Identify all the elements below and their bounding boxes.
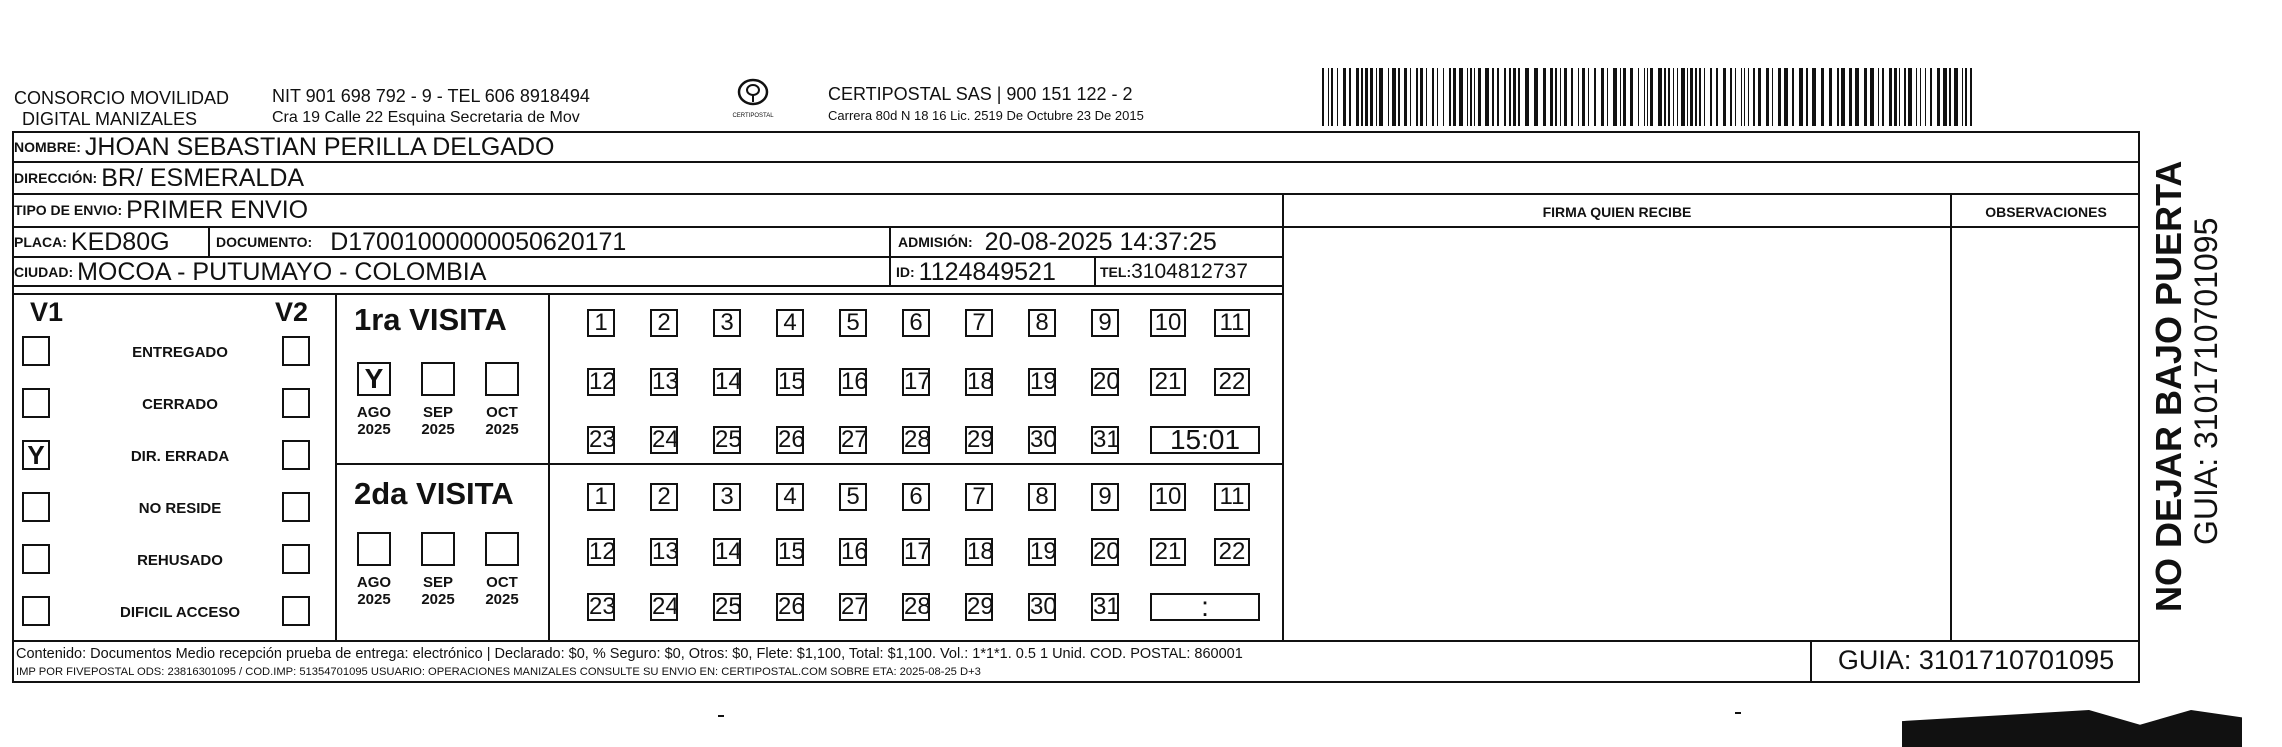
side-warning: NO DEJAR BAJO PUERTA (2148, 160, 2189, 612)
barcode-bar (1470, 68, 1472, 126)
sender-address: Cra 19 Calle 22 Esquina Secretaria de Mov (272, 109, 580, 126)
barcode-bar (1695, 68, 1697, 126)
visit2-day-box[interactable]: 16 (841, 538, 868, 565)
barcode-bar (1571, 68, 1573, 126)
carrier-logo (725, 78, 781, 120)
visit2-day-box[interactable]: 18 (967, 538, 994, 565)
barcode-bar (1497, 68, 1499, 126)
visit1-title: 1ra VISITA (354, 302, 507, 337)
tel-label: TEL: (1100, 264, 1132, 280)
month-year: 2025 (485, 421, 519, 438)
barcode-bar (1758, 68, 1761, 126)
visit1-day-box[interactable]: 23 (589, 426, 616, 453)
barcode-bar (1778, 68, 1781, 126)
barcode-bar (1459, 68, 1463, 126)
barcode-bar (1416, 68, 1418, 126)
barcode-bar (1623, 68, 1626, 126)
barcode-bar (1687, 68, 1688, 126)
visit2-day-box[interactable]: 12 (589, 538, 616, 565)
barcode-bar (1328, 68, 1329, 126)
visit1-month-checkbox[interactable] (485, 362, 519, 396)
barcode-bar (1588, 68, 1589, 126)
placa-label: PLACA: (14, 234, 67, 250)
barcode-bar (1954, 68, 1958, 126)
visit1-day-box[interactable]: 3 (713, 309, 741, 337)
barcode-bar (1343, 68, 1346, 126)
month-name: SEP (422, 404, 453, 421)
barcode-bar (1812, 68, 1816, 126)
month-name: OCT (486, 404, 518, 421)
barcode-bar (1925, 68, 1926, 126)
barcode-bar (1920, 68, 1921, 126)
visit1-day-box[interactable]: 14 (715, 368, 742, 395)
visit2-day-box[interactable]: 1 (587, 483, 615, 511)
barcode-bar (1601, 68, 1604, 126)
barcode-bar (1555, 68, 1557, 126)
visit2-month-label (350, 574, 398, 608)
documento-value: D17001000000050620171 (330, 227, 627, 256)
visit1-day-box[interactable]: 16 (841, 368, 868, 395)
visit1-day-box[interactable]: 12 (589, 368, 616, 395)
visit2-day-box[interactable]: 25 (715, 593, 742, 620)
barcode-bar (1889, 68, 1892, 126)
month-year: 2025 (421, 421, 455, 438)
barcode-bar (1799, 68, 1803, 126)
barcode-bar (1443, 68, 1444, 126)
barcode-bar (1630, 68, 1633, 126)
tipo-envio-label: TIPO DE ENVIO: (14, 202, 123, 218)
barcode-bar (1620, 68, 1621, 126)
visit2-day-box[interactable]: 29 (967, 593, 994, 620)
barcode-bar (1478, 68, 1481, 126)
id-value: 1124849521 (918, 257, 1056, 286)
visit2-day-box[interactable]: 30 (1030, 593, 1057, 620)
barcode-bar (1855, 68, 1859, 126)
documento-label: DOCUMENTO: (216, 234, 313, 250)
barcode-bar (1578, 68, 1579, 126)
visit1-day-box[interactable]: 10 (1150, 309, 1186, 337)
visit1-day-box[interactable]: 30 (1030, 426, 1057, 453)
ciudad-value: MOCOA - PUTUMAYO - COLOMBIA (77, 257, 487, 286)
nombre-label: NOMBRE: (14, 139, 81, 155)
barcode-bar (1965, 68, 1967, 126)
barcode-bar (1849, 68, 1852, 126)
visit2-month-checkbox[interactable] (485, 532, 519, 566)
visit2-day-box[interactable]: 19 (1030, 538, 1057, 565)
visit1-month-checkbox[interactable] (421, 362, 455, 396)
footer-contenido: Contenido: Documentos Medio recepción prueba de entrega: electrónico | Declarado: $0, % Seguro: $0, Otros: $0, Flete: $1,100, Total: $1,100. Vol.: 1*1*1. 0.5 1 Unid. COD. POSTAL: 860001 (16, 646, 1243, 662)
visit2-title: 2da VISITA (354, 476, 514, 511)
month-year: 2025 (421, 591, 455, 608)
month-name: SEP (422, 574, 453, 591)
ciudad-label: CIUDAD: (14, 264, 74, 280)
visit1-day-box[interactable]: 7 (965, 309, 993, 337)
barcode-bar (1699, 68, 1701, 126)
nombre-value: JHOAN SEBASTIAN PERILLA DELGADO (84, 132, 555, 161)
visit1-day-box[interactable]: 4 (776, 309, 804, 337)
visit2-day-box[interactable]: 13 (652, 538, 679, 565)
scan-dot (718, 715, 724, 717)
admision-label: ADMISIÓN: (898, 234, 973, 250)
month-year: 2025 (357, 421, 391, 438)
carrier-address: Carrera 80d N 18 16 Lic. 2519 De Octubre 23 De 2015 (828, 108, 1144, 123)
barcode-bar (1331, 68, 1333, 126)
visit2-day-box[interactable]: 8 (1028, 483, 1056, 511)
barcode-bar (1744, 68, 1745, 126)
visit1-day-box[interactable]: 25 (715, 426, 742, 453)
visit1-day-box[interactable]: 2 (650, 309, 678, 337)
visit1-day-box[interactable]: 20 (1093, 368, 1120, 395)
tel-value: 3104812737 (1131, 260, 1248, 283)
visit2-day-box[interactable]: 6 (902, 483, 930, 511)
admision-row (898, 228, 1217, 256)
visit1-day-box[interactable]: 17 (904, 368, 931, 395)
barcode-bar (1681, 68, 1685, 126)
barcode-bar (1474, 68, 1475, 126)
barcode-bar (1943, 68, 1947, 126)
visit2-day-box[interactable]: 14 (715, 538, 742, 565)
barcode-bar (1379, 68, 1383, 126)
visit1-day-box[interactable]: 31 (1093, 426, 1120, 453)
barcode-bar (1784, 68, 1788, 126)
barcode-bar (1766, 68, 1769, 126)
sender-nit: NIT 901 698 792 - 9 - TEL 606 8918494 (272, 86, 590, 106)
barcode-bar (1650, 68, 1653, 126)
barcode-bar (1753, 68, 1755, 126)
month-name: AGO (356, 404, 392, 421)
month-name: AGO (356, 574, 392, 591)
month-year: 2025 (357, 591, 391, 608)
barcode-bar (1716, 68, 1718, 126)
barcode-bar (1398, 68, 1400, 126)
visit2-day-box[interactable]: 31 (1093, 593, 1120, 620)
visit1-day-box[interactable]: 28 (904, 426, 931, 453)
barcode-bar (1664, 68, 1666, 126)
firma-header: FIRMA QUIEN RECIBE (1542, 204, 1692, 220)
v2-checkbox[interactable] (282, 388, 310, 418)
direccion-label: DIRECCIÓN: (14, 170, 98, 186)
status-label: REHUSADO (137, 552, 223, 569)
barcode-bar (1870, 68, 1874, 126)
barcode-bar (1404, 68, 1407, 126)
visit2-time-box[interactable]: : (1150, 593, 1260, 621)
barcode-bar (1704, 68, 1705, 126)
barcode-bar (1723, 68, 1726, 126)
barcode-bar (1365, 68, 1368, 126)
visit1-day-box[interactable]: 18 (967, 368, 994, 395)
barcode-bar (1410, 68, 1411, 126)
barcode-bar (1690, 68, 1693, 126)
visit2-day-box[interactable]: 28 (904, 593, 931, 620)
barcode-bar (1564, 68, 1567, 126)
visit1-day-box[interactable]: 24 (652, 426, 679, 453)
visit1-day-box[interactable]: 22 (1214, 368, 1250, 396)
visit1-month-checkbox[interactable]: Y (357, 362, 391, 396)
visit1-day-box[interactable]: 6 (902, 309, 930, 337)
id-row (896, 258, 1056, 286)
visit2-day-box[interactable]: 7 (965, 483, 993, 511)
carrier-logo-text: CERTIPOSTAL (732, 113, 774, 119)
barcode-bar (1792, 68, 1794, 126)
barcode-bar (1485, 68, 1489, 126)
v1-header: V1 (30, 297, 64, 327)
barcode-bar (1735, 68, 1736, 126)
barcode-bar (1518, 68, 1520, 126)
barcode-bar (1467, 68, 1468, 126)
visit1-day-box[interactable]: 9 (1091, 309, 1119, 337)
barcode-bar (1741, 68, 1742, 126)
barcode-bar (1647, 68, 1648, 126)
visit2-day-box[interactable]: 20 (1093, 538, 1120, 565)
barcode-bar (1772, 68, 1773, 126)
barcode-bar (1677, 68, 1678, 126)
barcode-bar (1864, 68, 1867, 126)
barcode-bar (1748, 68, 1749, 126)
barcode-bar (1426, 68, 1427, 126)
visit2-day-box[interactable]: 5 (839, 483, 867, 511)
barcode-bar (1962, 68, 1963, 126)
tipo-envio-row (14, 196, 308, 224)
barcode-bar (1806, 68, 1808, 126)
visit1-day-box[interactable]: 8 (1028, 309, 1056, 337)
barcode-bar (1420, 68, 1423, 126)
barcode-bar (1644, 68, 1645, 126)
admision-value: 20-08-2025 14:37:25 (984, 227, 1217, 256)
barcode-bar (1504, 68, 1506, 126)
visit1-day-box[interactable]: 21 (1150, 368, 1186, 396)
footer-imp: IMP POR FIVEPOSTAL ODS: 23816301095 / COD.IMP: 51354701095 USUARIO: OPERACIONES MANIZALES CONSULTE SU ENVIO EN: CERTIPOSTAL.COM SOBRE ETA: 2025-08-25 D+3 (16, 666, 981, 678)
carrier-logo-icon (736, 78, 770, 108)
side-guia: GUIA: 3101710701095 (2188, 217, 2224, 545)
barcode-bar (1821, 68, 1824, 126)
barcode-bar (1829, 68, 1832, 126)
visit2-day-box[interactable]: 3 (713, 483, 741, 511)
status-label: DIR. ERRADA (130, 448, 230, 465)
id-label: ID: (896, 264, 915, 280)
status-label: NO RESIDE (138, 500, 222, 517)
visit2-month-label (414, 574, 462, 608)
ciudad-row (14, 258, 486, 286)
barcode-bar (1594, 68, 1596, 126)
barcode-bar (1894, 68, 1897, 126)
barcode-bar (1356, 68, 1359, 126)
barcode-bar (1710, 68, 1712, 126)
tipo-envio-value: PRIMER ENVIO (126, 195, 309, 224)
barcode-bar (1432, 68, 1434, 126)
v2-checkbox[interactable] (282, 440, 310, 470)
visit2-day-box[interactable]: 24 (652, 593, 679, 620)
barcode-bar (1361, 68, 1363, 126)
visit2-day-box[interactable]: 11 (1214, 483, 1250, 511)
v1-checkbox[interactable] (22, 544, 50, 574)
v2-header: V2 (275, 297, 309, 327)
visit2-month-checkbox[interactable] (421, 532, 455, 566)
barcode-bar (1658, 68, 1662, 126)
direccion-value: BR/ ESMERALDA (101, 163, 305, 192)
month-year: 2025 (485, 591, 519, 608)
visit1-day-box[interactable]: 29 (967, 426, 994, 453)
barcode-bar (1388, 68, 1389, 126)
carrier-name: CERTIPOSTAL SAS | 900 151 122 - 2 (828, 84, 1133, 104)
visit1-day-box[interactable]: 5 (839, 309, 867, 337)
sender-name-line2: DIGITAL MANIZALES (22, 109, 198, 129)
barcode-bar (1673, 68, 1674, 126)
visit2-day-box[interactable]: 4 (776, 483, 804, 511)
barcode (1322, 68, 1978, 126)
visit1-day-box[interactable]: 26 (778, 426, 805, 453)
barcode-bar (1582, 68, 1585, 126)
placa-row (14, 228, 170, 256)
visit2-day-box[interactable]: 17 (904, 538, 931, 565)
visit2-day-box[interactable]: 15 (778, 538, 805, 565)
barcode-bar (1970, 68, 1972, 126)
observaciones-header: OBSERVACIONES (1985, 204, 2107, 220)
visit1-day-box[interactable]: 11 (1214, 309, 1250, 337)
barcode-bar (1937, 68, 1940, 126)
v1-checkbox[interactable] (22, 336, 50, 366)
visit2-day-box[interactable]: 26 (778, 593, 805, 620)
month-name: OCT (486, 574, 518, 591)
barcode-bar (1730, 68, 1732, 126)
barcode-bar (1525, 68, 1529, 126)
barcode-bar (1841, 68, 1845, 126)
barcode-bar (1916, 68, 1917, 126)
visit1-day-box[interactable]: 15 (778, 368, 805, 395)
barcode-bar (1449, 68, 1451, 126)
visit2-day-box[interactable]: 27 (841, 593, 868, 620)
direccion-row (14, 164, 304, 192)
nombre-row (14, 133, 554, 161)
status-label: CERRADO (142, 396, 218, 413)
sender-info (272, 86, 590, 128)
barcode-bar (1550, 68, 1553, 126)
v2-checkbox[interactable] (282, 544, 310, 574)
v2-checkbox[interactable] (282, 596, 310, 626)
documento-row (216, 228, 626, 256)
v1-checkbox[interactable] (22, 388, 50, 418)
barcode-bar (1513, 68, 1516, 126)
barcode-bar (1899, 68, 1900, 126)
v1-checkbox[interactable]: Y (22, 440, 50, 470)
visit1-day-box[interactable]: 27 (841, 426, 868, 453)
sender-name (14, 88, 229, 130)
status-label: DIFICIL ACCESO (119, 604, 240, 621)
visit1-day-box[interactable]: 1 (587, 309, 615, 337)
v1-checkbox[interactable] (22, 596, 50, 626)
barcode-bar (1349, 68, 1351, 126)
barcode-bar (1392, 68, 1396, 126)
barcode-bar (1613, 68, 1617, 126)
barcode-bar (1930, 68, 1932, 126)
visit1-time-box[interactable]: 15:01 (1150, 426, 1260, 454)
visit2-day-box[interactable]: 22 (1214, 538, 1250, 566)
visit2-day-box[interactable]: 21 (1150, 538, 1186, 566)
barcode-bar (1837, 68, 1839, 126)
scan-dot (1735, 712, 1741, 714)
barcode-bar (1904, 68, 1906, 126)
visit2-day-box[interactable]: 10 (1150, 483, 1186, 511)
barcode-bar (1337, 68, 1338, 126)
barcode-bar (1668, 68, 1670, 126)
scan-artifact (1902, 710, 2242, 747)
barcode-graphic (1322, 68, 1978, 126)
barcode-bar (1376, 68, 1377, 126)
barcode-bar (1534, 68, 1538, 126)
barcode-bar (1453, 68, 1456, 126)
barcode-bar (1322, 68, 1324, 126)
barcode-bar (1370, 68, 1373, 126)
barcode-bar (1878, 68, 1879, 126)
barcode-bar (1949, 68, 1951, 126)
visit1-month-label (478, 404, 526, 438)
placa-value: KED80G (70, 227, 170, 256)
barcode-bar (1543, 68, 1546, 126)
visit1-month-label (350, 404, 398, 438)
visit2-day-box[interactable]: 2 (650, 483, 678, 511)
visit1-day-box[interactable]: 19 (1030, 368, 1057, 395)
visit2-day-box[interactable]: 9 (1091, 483, 1119, 511)
barcode-bar (1492, 68, 1494, 126)
barcode-bar (1560, 68, 1561, 126)
sender-name-line1: CONSORCIO MOVILIDAD (14, 88, 230, 108)
v2-checkbox[interactable] (282, 492, 310, 522)
barcode-bar (1908, 68, 1912, 126)
visit2-day-box[interactable]: 23 (589, 593, 616, 620)
v2-checkbox[interactable] (282, 336, 310, 366)
barcode-bar (1607, 68, 1608, 126)
v1-checkbox[interactable] (22, 492, 50, 522)
tel-row (1100, 258, 1248, 286)
barcode-bar (1509, 68, 1511, 126)
barcode-bar (1638, 68, 1639, 126)
barcode-bar (1882, 68, 1884, 126)
footer-guia: GUIA: 3101710701095 (1837, 645, 2115, 675)
visit1-day-box[interactable]: 13 (652, 368, 679, 395)
visit2-month-label (478, 574, 526, 608)
visit2-month-checkbox[interactable] (357, 532, 391, 566)
visit1-month-label (414, 404, 462, 438)
carrier-info (828, 84, 1144, 126)
barcode-bar (1437, 68, 1438, 126)
status-label: ENTREGADO (132, 344, 228, 361)
